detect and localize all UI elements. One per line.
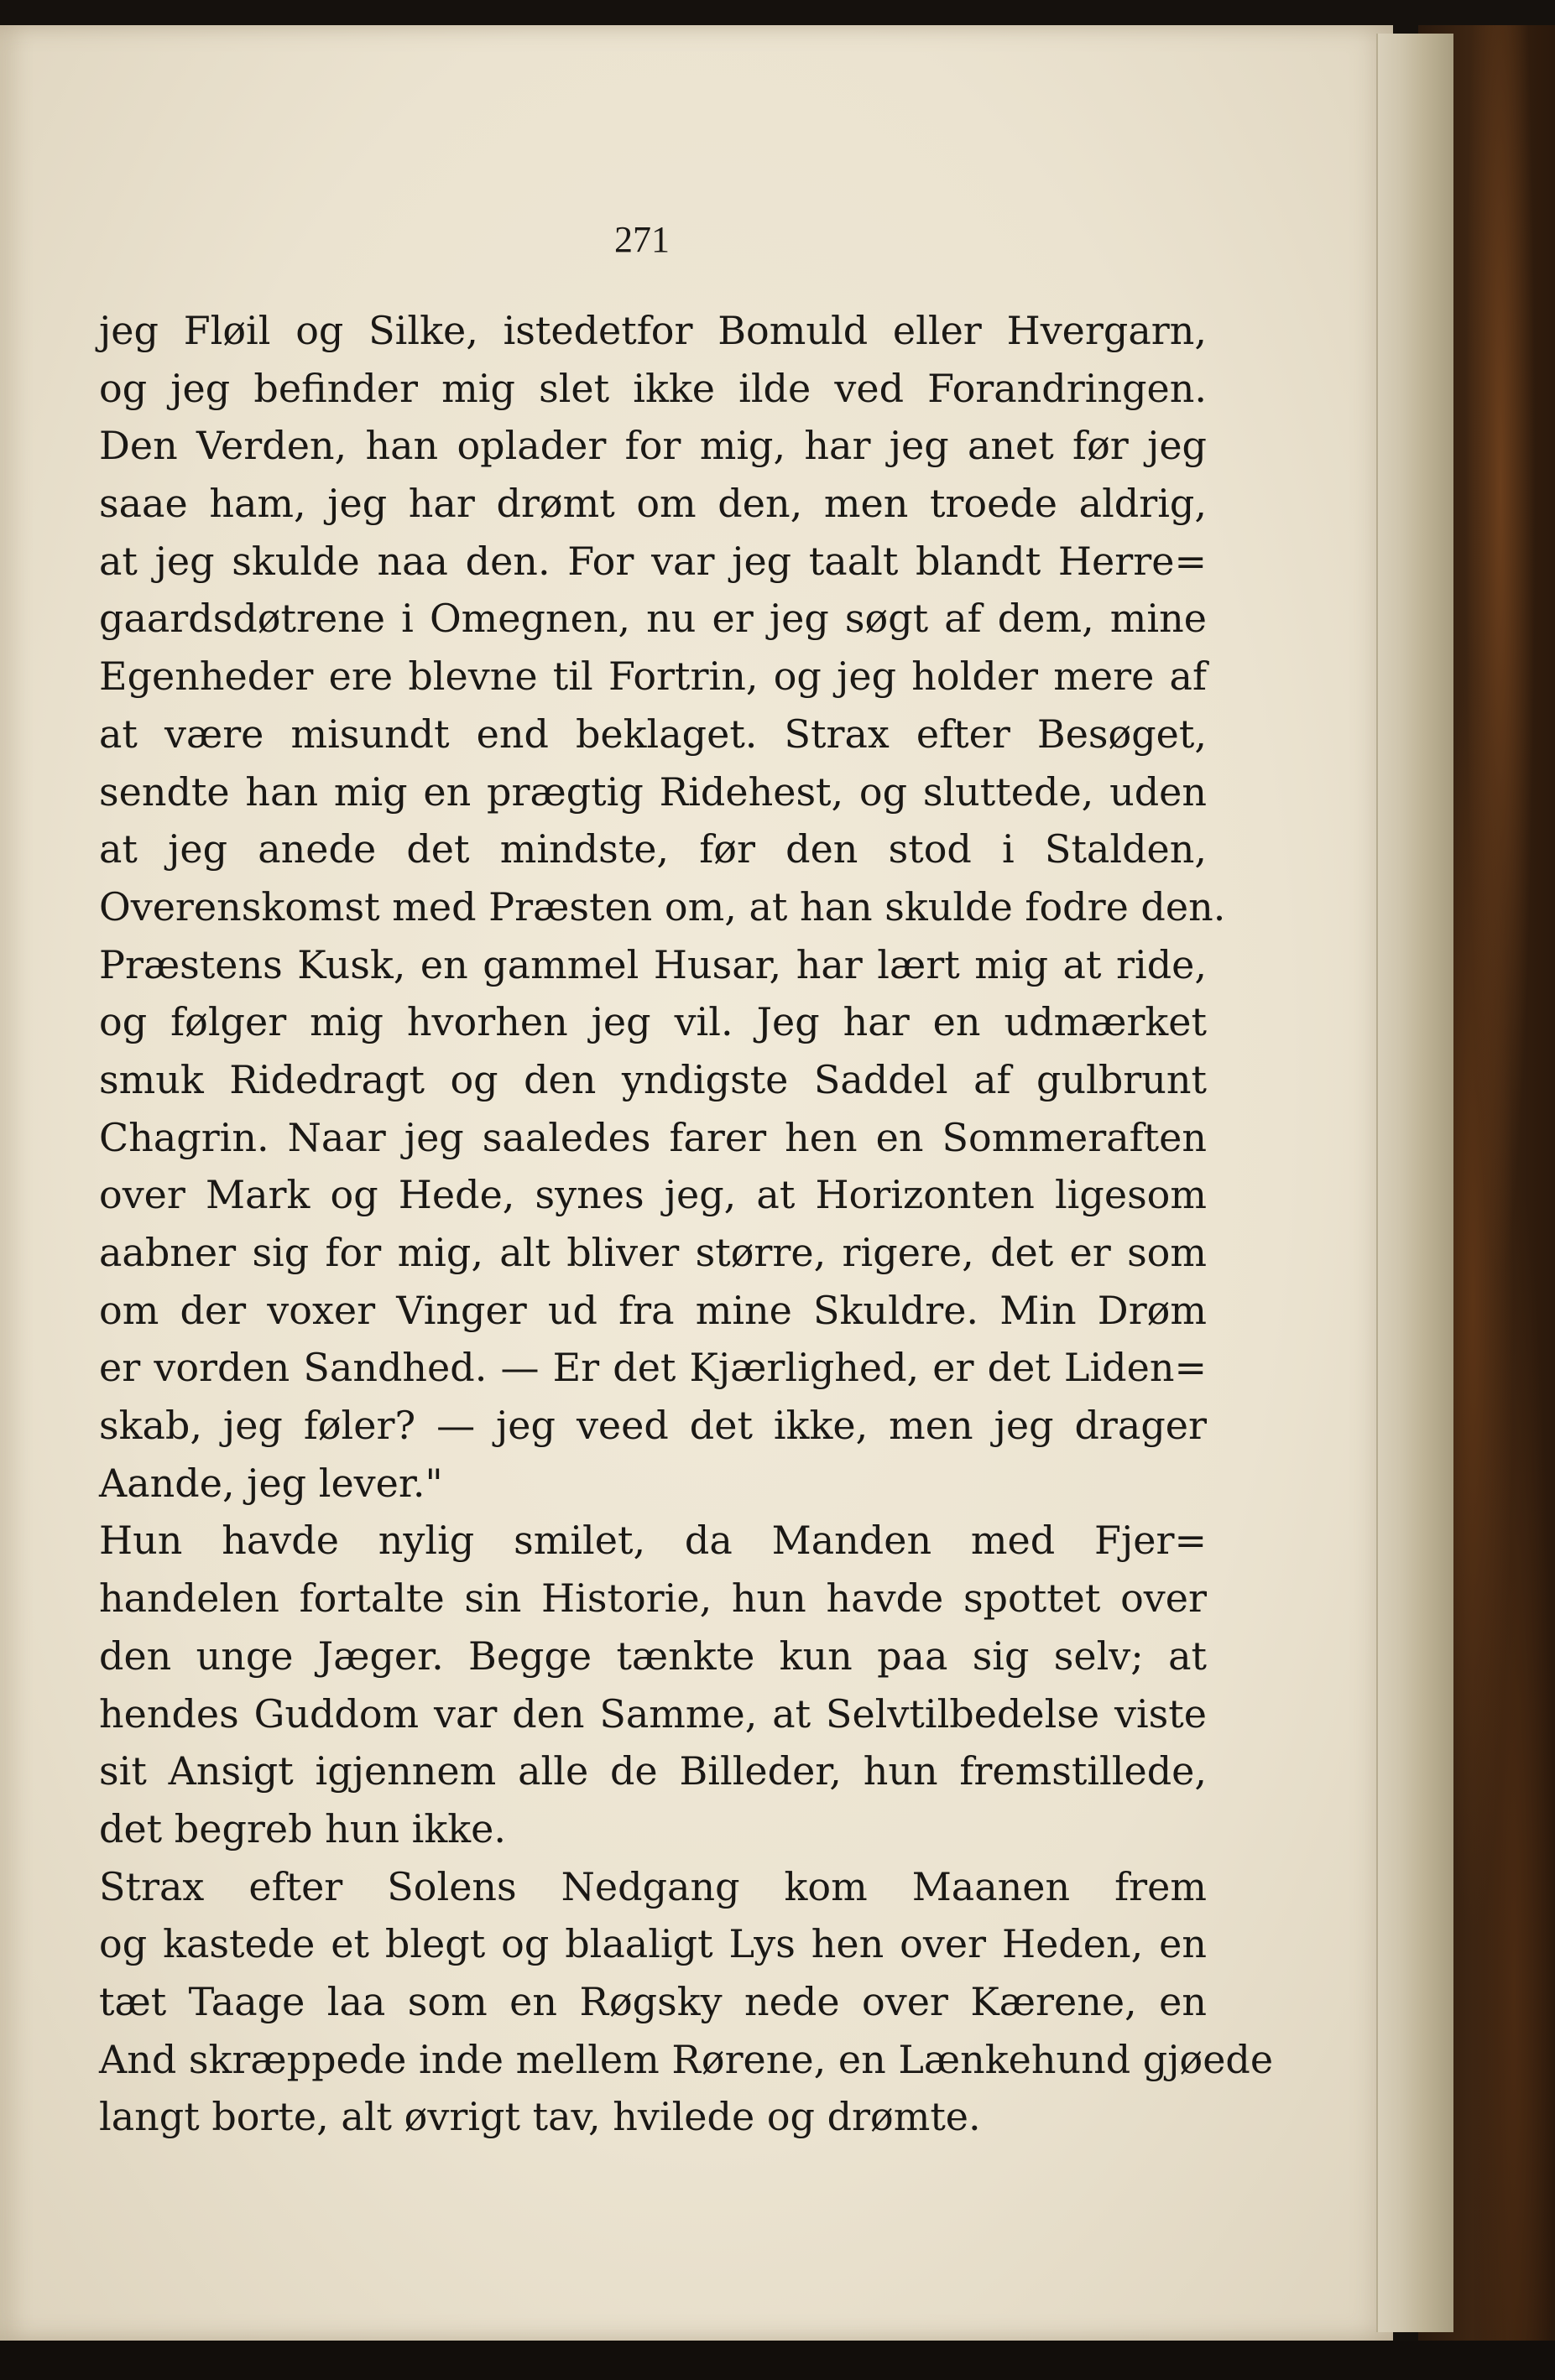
text-line: Hun havde nylig smilet, da Manden med Fjer= <box>99 1518 1207 1564</box>
text-line: Den Verden, han oplader for mig, har jeg anet før jeg <box>99 423 1207 469</box>
text-line: tæt Taage laa som en Røgsky nede over Kærene, en <box>99 1978 1207 2024</box>
text-line: om der voxer Vinger ud fra mine Skuldre. Min Drøm <box>99 1287 1207 1333</box>
page-stack-edge <box>1376 34 1453 2332</box>
text-line: Egenheder ere blevne til Fortrin, og jeg holder mere af <box>99 654 1207 700</box>
text-line: at være misundt end beklaget. Strax efter Besøget, <box>99 711 1207 757</box>
text-line: Strax efter Solens Nedgang kom Maanen frem <box>99 1863 1207 1909</box>
text-line: saae ham, jeg har drømt om den, men troede aldrig, <box>99 481 1207 527</box>
text-line: And skræppede inde mellem Rørene, en Lænkehund gjøede <box>99 2036 1274 2082</box>
text-line: det begreb hun ikke. <box>99 1805 506 1851</box>
text-line: aabner sig for mig, alt bliver større, rigere, det er som <box>99 1230 1207 1275</box>
text-line: den unge Jæger. Begge tænkte kun paa sig selv; at <box>99 1633 1207 1679</box>
text-line: hendes Guddom var den Samme, at Selvtilbedelse viste <box>99 1690 1207 1737</box>
text-line: over Mark og Hede, synes jeg, at Horizonten ligesom <box>99 1172 1207 1218</box>
text-line: at jeg skulde naa den. For var jeg taalt blandt Herre= <box>99 538 1207 584</box>
text-line: smuk Ridedragt og den yndigste Saddel af gulbrunt <box>99 1056 1207 1102</box>
body-text <box>99 302 1274 2146</box>
text-line: skab, jeg føler? — jeg veed det ikke, men jeg drager <box>99 1403 1207 1449</box>
text-line: Overenskomst med Præsten om, at han skulde fodre den. <box>99 883 1226 930</box>
text-line: gaardsdøtrene i Omegnen, nu er jeg søgt af dem, mine <box>99 596 1207 642</box>
text-line: Præstens Kusk, en gammel Husar, har lært mig at ride, <box>99 941 1207 987</box>
text-line: at jeg anede det mindste, før den stod i Stalden, <box>99 826 1207 872</box>
text-line: handelen fortalte sin Historie, hun havde spottet over <box>99 1575 1207 1622</box>
scan-bottom-edge <box>0 2341 1555 2380</box>
page-number: 271 <box>614 219 670 260</box>
text-line: sendte han mig en prægtig Ridehest, og sluttede, uden <box>99 768 1207 815</box>
text-line: Chagrin. Naar jeg saaledes farer hen en Sommeraften <box>99 1114 1207 1160</box>
text-line: sit Ansigt igjennem alle de Billeder, hun fremstillede, <box>99 1748 1207 1794</box>
text-line: jeg Fløil og Silke, istedetfor Bomuld eller Hvergarn, <box>99 308 1207 353</box>
text-line: og jeg befinder mig slet ikke ilde ved Forandringen. <box>99 365 1207 411</box>
text-line: langt borte, alt øvrigt tav, hvilede og drømte. <box>99 2094 981 2140</box>
text-line: Aande, jeg lever." <box>99 1460 443 1506</box>
text-line: og kastede et blegt og blaaligt Lys hen over Heden, en <box>99 1921 1207 1967</box>
text-line: og følger mig hvorhen jeg vil. Jeg har en udmærket <box>99 999 1207 1045</box>
book-page <box>0 25 1393 2341</box>
text-line: er vorden Sandhed. — Er det Kjærlighed, er det Liden= <box>99 1345 1207 1391</box>
